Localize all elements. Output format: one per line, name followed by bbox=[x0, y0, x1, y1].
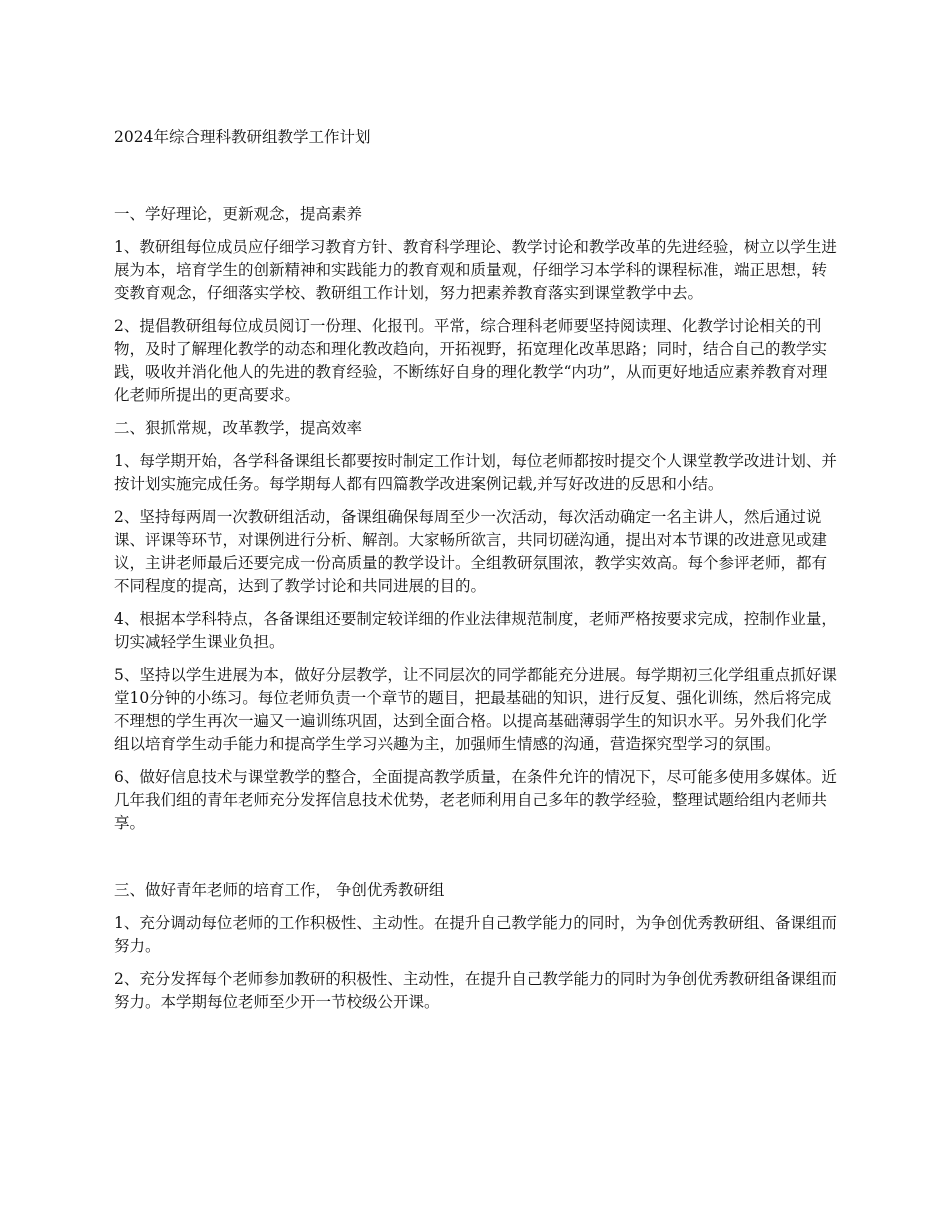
section-2-paragraph-2: 2、坚持每两周一次教研组活动，备课组确保每周至少一次活动，每次活动确定一名主讲人，然后通过说课、评课等环节，对课例进行分析、解剖。大家畅所欲言，共同切磋沟通，提出对本节课的改进意见或建议，主讲老师最后还要完成一份高质量的教学设计。全组教研氛围浓，教学实效高。每个参评老师，都有不同程度的提高，达到了教学讨论和共同进展的目的。 bbox=[114, 508, 828, 595]
section-2-paragraph-6: 6、做好信息技术与课堂教学的整合，全面提高教学质量，在条件允许的情况下，尽可能多使用多媒体。近几年我们组的青年老师充分发挥信息技术优势，老老师利用自己多年的教学经验，整理试题给组内老师共享。 bbox=[114, 768, 837, 832]
section-2-paragraph-1: 1、每学期开始，各学科备课组长都要按时制定工作计划，每位老师都按时提交个人课堂教学改进计划、并按计划实施完成任务。每学期每人都有四篇教学改进案例记载,并写好改进的反思和小结。 bbox=[114, 452, 837, 493]
section-2-paragraph-5: 5、坚持以学生进展为本，做好分层教学，让不同层次的同学都能充分进展。每学期初三化学组重点抓好课堂10分钟的小练习。每位老师负责一个章节的题目，把最基础的知识，进行反复、强化训练，然后将完成不理想的学生再次一遍又一遍训练巩固，达到全面合格。以提高基础薄弱学生的知识水平。另外我们化学组以培育学生动手能力和提高学生学习兴趣为主，加强师生情感的沟通，营造探究型学习的氛围。 bbox=[114, 666, 837, 753]
document-title: 2024年综合理科教研组教学工作计划 bbox=[114, 128, 371, 146]
section-2-paragraph-4: 4、根据本学科特点，各备课组还要制定较详细的作业法律规范制度，老师严格按要求完成，控制作业量，切实减轻学生课业负担。 bbox=[114, 610, 837, 651]
document-page bbox=[114, 126, 840, 1024]
section-3-paragraph-2: 2、充分发挥每个老师参加教研的积极性、主动性，在提升自己教学能力的同时为争创优秀教研组备课组而努力。本学期每位老师至少开一节校级公开课。 bbox=[114, 970, 837, 1011]
section-spacer bbox=[114, 845, 840, 879]
section-1-paragraph-2: 2、提倡教研组每位成员阅订一份理、化报刊。平常，综合理科老师要坚持阅读理、化教学讨论相关的刊物，及时了解理化教学的动态和理化教改趋向，开拓视野，拓宽理化改革思路；同时，结合自己的教学实践，吸收并消化他人的先进的教育经验，不断练好自身的理化教学“内功”，从而更好地适应素养教育对理化老师所提出的更高要求。 bbox=[114, 317, 828, 404]
section-3-heading: 三、做好青年老师的培育工作， 争创优秀教研组 bbox=[114, 881, 445, 899]
section-2-heading: 二、狠抓常规，改革教学，提高效率 bbox=[114, 419, 363, 437]
section-1-paragraph-1: 1、教研组每位成员应仔细学习教育方针、教育科学理论、教学讨论和教学改革的先进经验，树立以学生进展为本，培育学生的创新精神和实践能力的教育观和质量观，仔细学习本学科的课程标准，端正思想，转变教育观念，仔细落实学校、教研组工作计划，努力把素养教育落实到课堂教学中去。 bbox=[114, 238, 837, 302]
section-1-heading: 一、学好理论，更新观念，提高素养 bbox=[114, 205, 363, 223]
section-3-paragraph-1: 1、充分调动每位老师的工作积极性、主动性。在提升自己教学能力的同时，为争创优秀教研组、备课组而努力。 bbox=[114, 914, 837, 955]
